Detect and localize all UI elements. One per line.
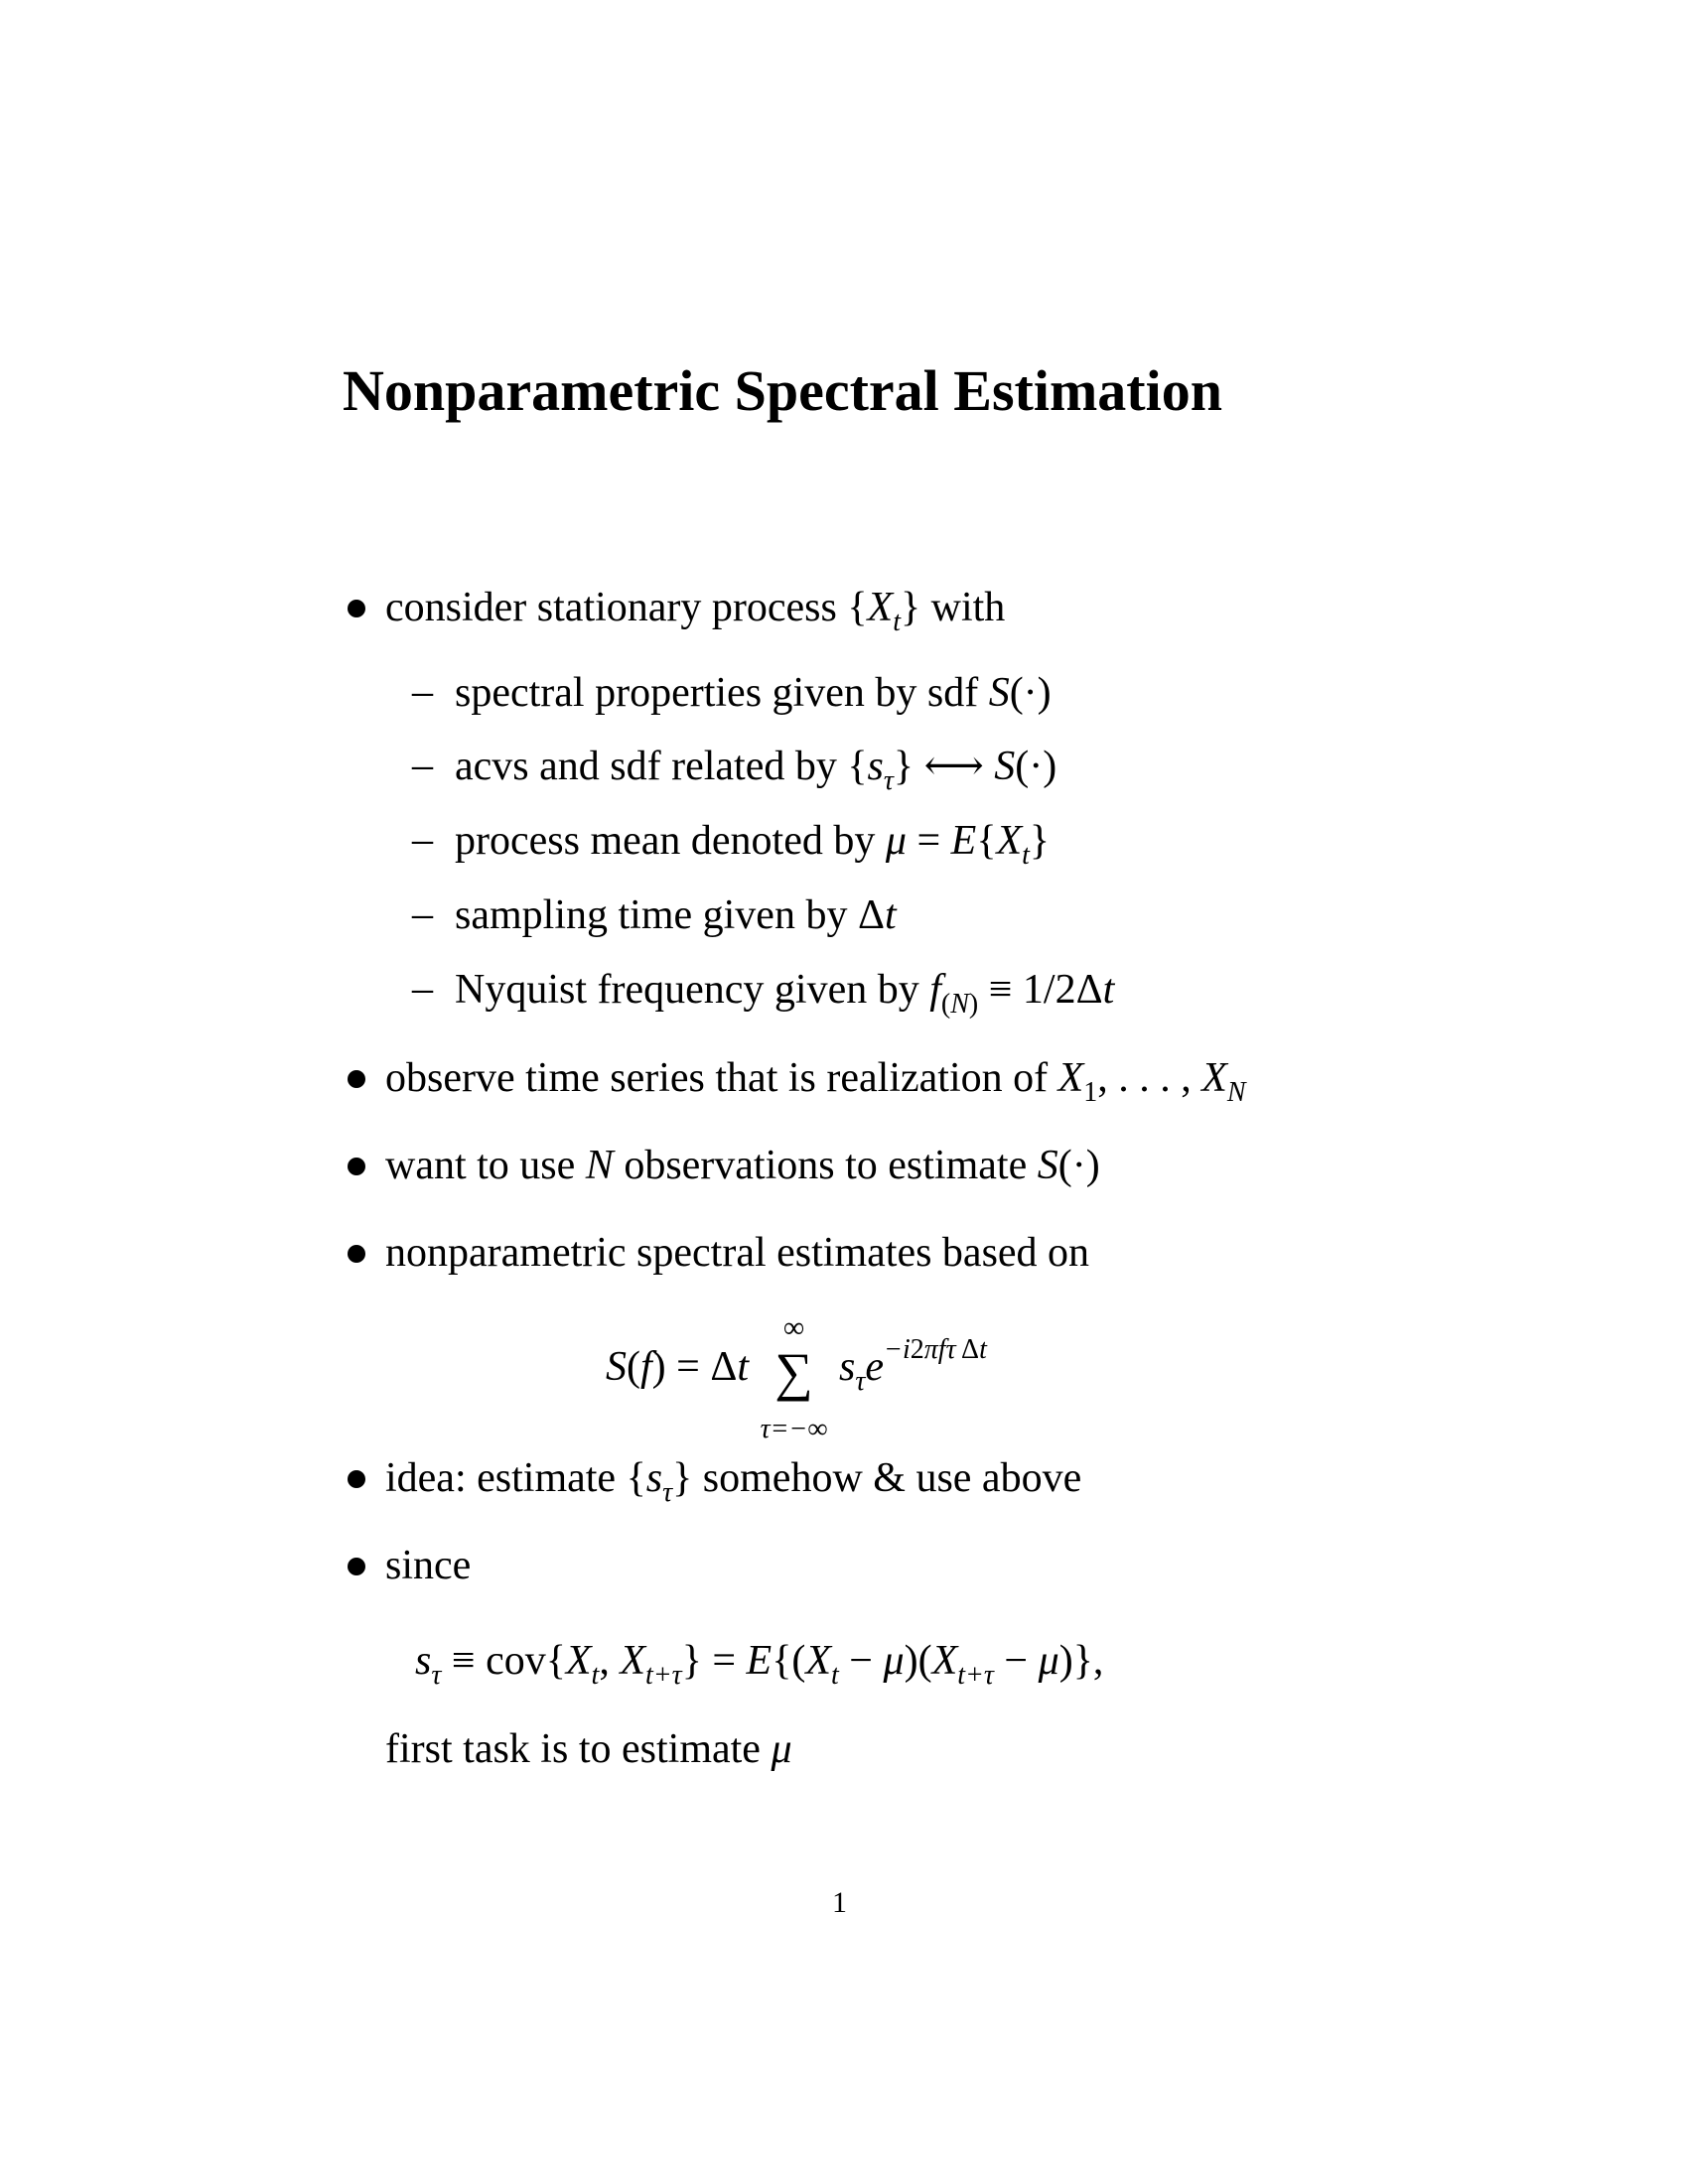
dash-marker: – <box>412 669 433 715</box>
dash-marker: – <box>412 743 433 788</box>
bullet-marker <box>348 1070 365 1088</box>
sub-item-spectral-properties: spectral properties given by sdf S(·) <box>455 670 1052 716</box>
page-title: Nonparametric Spectral Estimation <box>343 358 1222 423</box>
dash-marker: – <box>412 817 433 863</box>
bullet-marker <box>348 1158 365 1175</box>
equation-acvs: $s_\tau \equiv cov\{X_t$, $X_{t+\tau}\} = E\{(X_t - \mu)(X_{t+\tau} - \mu)\}$, <box>415 1638 1104 1691</box>
bullet-marker <box>348 1558 365 1575</box>
bullet-idea: idea: estimate $\{s_\tau\}$ somehow & use above <box>385 1455 1082 1508</box>
sub-item-sampling-time: sampling time given by Δt <box>455 892 897 938</box>
page-number: 1 <box>832 1886 847 1919</box>
equation-sdf: S(f) = Δt ∞ ∑ τ=−∞ $s_\tau e^{-i2\pi f\tau \Delta t}$ <box>606 1311 987 1444</box>
bullet-consider-process: consider stationary process $\{X_t\}$ with <box>385 585 1006 637</box>
dash-marker: – <box>412 891 433 937</box>
bullet-marker <box>348 600 365 617</box>
bullet-marker <box>348 1470 365 1488</box>
sub-item-nyquist: Nyquist frequency given by $f_{(N)} \equiv 1/2\Delta t$ <box>455 967 1115 1020</box>
summation-symbol: ∞ ∑ τ=−∞ <box>760 1311 828 1444</box>
bullet-since: since <box>385 1543 472 1588</box>
dash-marker: – <box>412 966 433 1012</box>
sub-item-process-mean: process mean denoted by $\mu = E\{X_t\}$ <box>455 818 1051 871</box>
bullet-nonparametric-based-on: nonparametric spectral estimates based on <box>385 1230 1090 1276</box>
bullet-want-estimate: want to use N observations to estimate S(·) <box>385 1143 1100 1188</box>
sub-item-acvs-sdf: acvs and sdf related by $\{s_\tau\}$ ⟷ S(·) <box>455 744 1057 796</box>
bullet-observe-series: observe time series that is realization of $X_1$, . . . , $X_N$ <box>385 1055 1246 1108</box>
first-task-text: first task is to estimate μ <box>385 1726 792 1772</box>
bullet-marker <box>348 1245 365 1263</box>
